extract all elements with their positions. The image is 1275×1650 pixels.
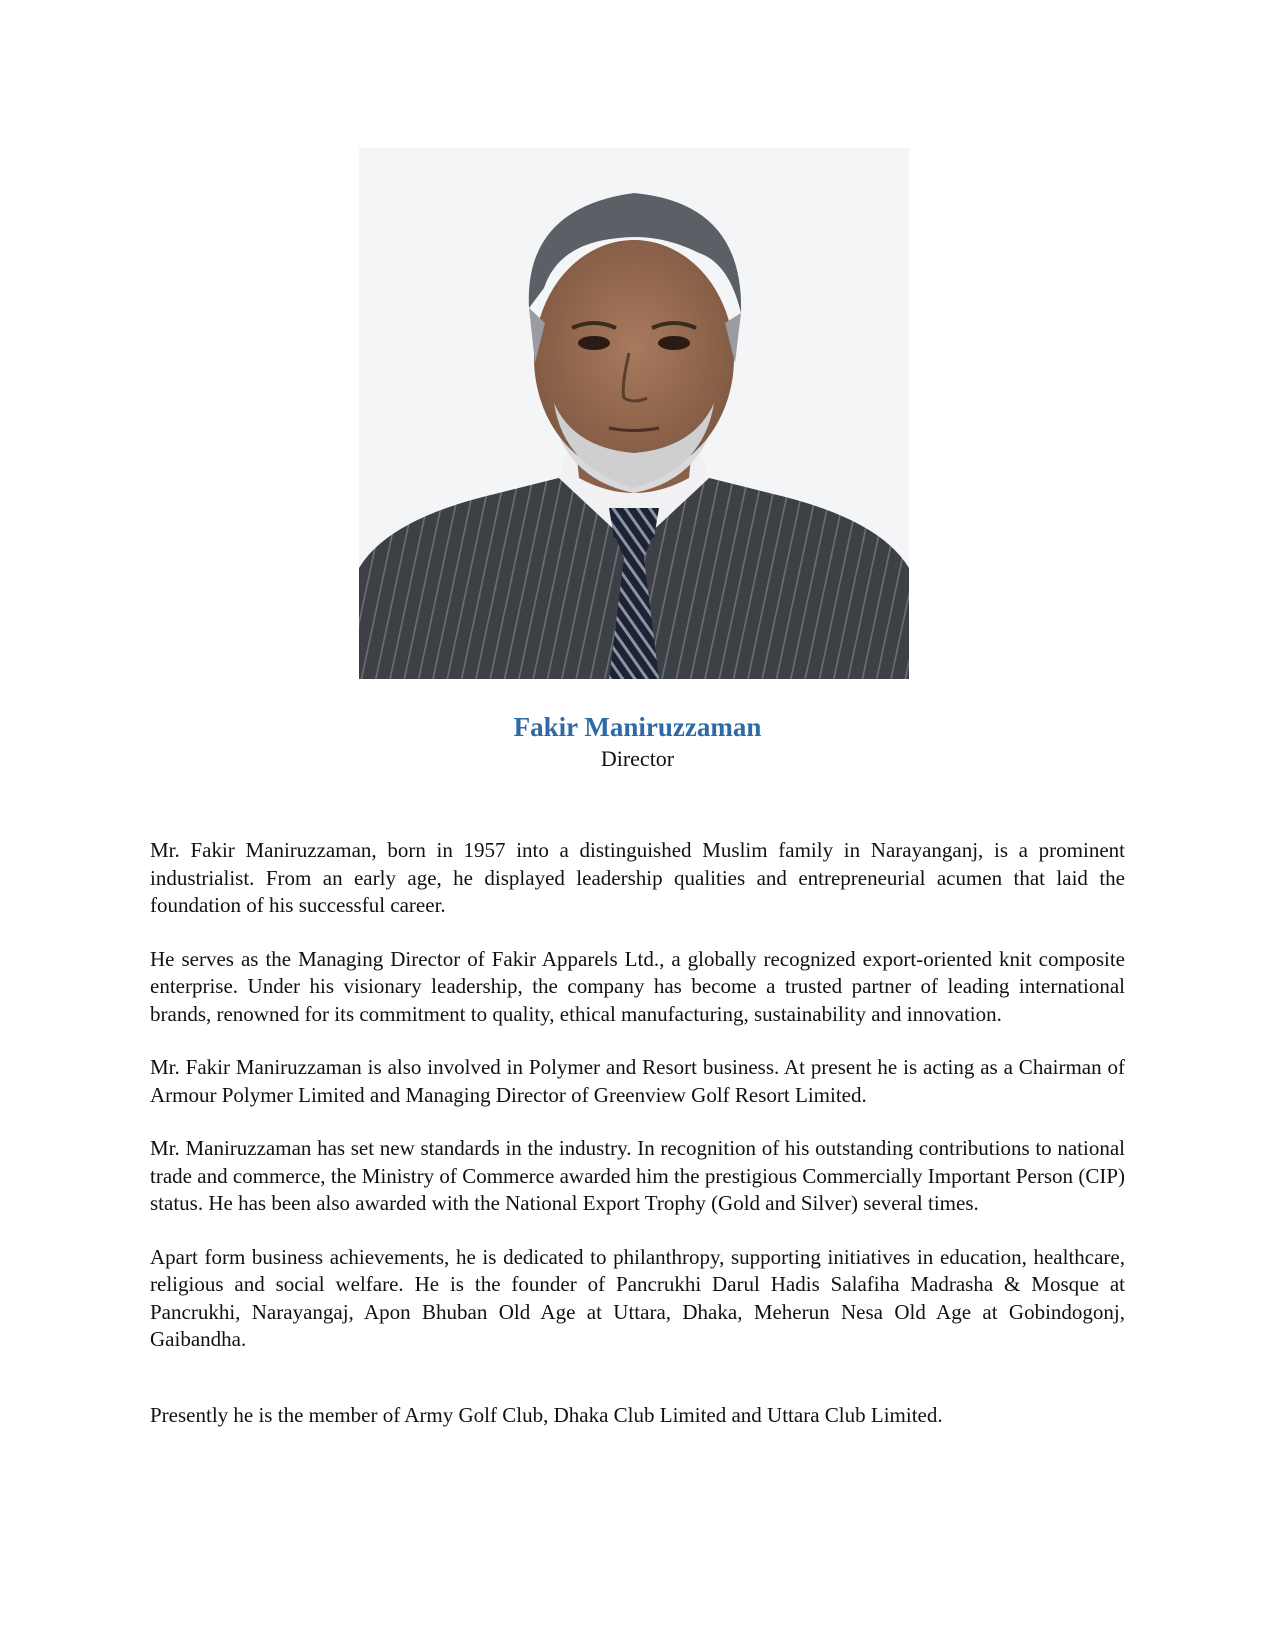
person-name: Fakir Maniruzzaman <box>513 712 762 742</box>
bio-paragraph-recognition: Mr. Maniruzzaman has set new standards in the industry. In recognition of his outstanding contributions to national trade and commerce, the Ministry of Commerce awarded him the prestigious Commercially Important Person (CIP) status. He has been also awarded with the National Export Trophy (Gold and Silver) several times. <box>150 1136 1125 1215</box>
bio-paragraph-fakir-apparels: He serves as the Managing Director of Fakir Apparels Ltd., a globally recognized export-oriented knit composite enterprise. Under his visionary leadership, the company has become a trusted partner of leading international brands, renowned for its commitment to quality, ethical manufacturing, sustainability and innovation. <box>150 946 1125 1026</box>
portrait-illustration <box>359 148 909 679</box>
bio-paragraph-memberships: Presently he is the member of Army Golf Club, Dhaka Club Limited and Uttara Club Limited. <box>150 1402 943 1427</box>
bio-paragraph-polymer-resort: Mr. Fakir Maniruzzaman is also involved in Polymer and Resort business. At present he is acting as a Chairman of Armour Polymer Limited and Managing Director of Greenview Golf Resort Limited. <box>150 1055 1125 1107</box>
biography <box>150 837 1125 1429</box>
bio-paragraph-philanthropy: Apart form business achievements, he is dedicated to philanthropy, supporting initiatives in education, healthcare, religious and social welfare. He is the founder of Pancrukhi Darul Hadis Salafiha Madrasha & Mosque at Pancrukhi, Narayangaj, Apon Bhuban Old Age at Uttara, Dhaka, Meherun Nesa Old Age at Gobindogonj, Gaibandha. <box>150 1244 1125 1351</box>
bio-paragraph-early-life: Mr. Fakir Maniruzzaman, born in 1957 into a distinguished Muslim family in Narayanganj, is a prominent industrialist. From an early age, he displayed leadership qualities and entrepreneurial acumen that laid the foundation of his successful career. <box>150 838 1125 917</box>
person-title: Director <box>600 746 675 771</box>
profile-heading <box>0 710 1275 774</box>
portrait-photo <box>359 148 909 679</box>
